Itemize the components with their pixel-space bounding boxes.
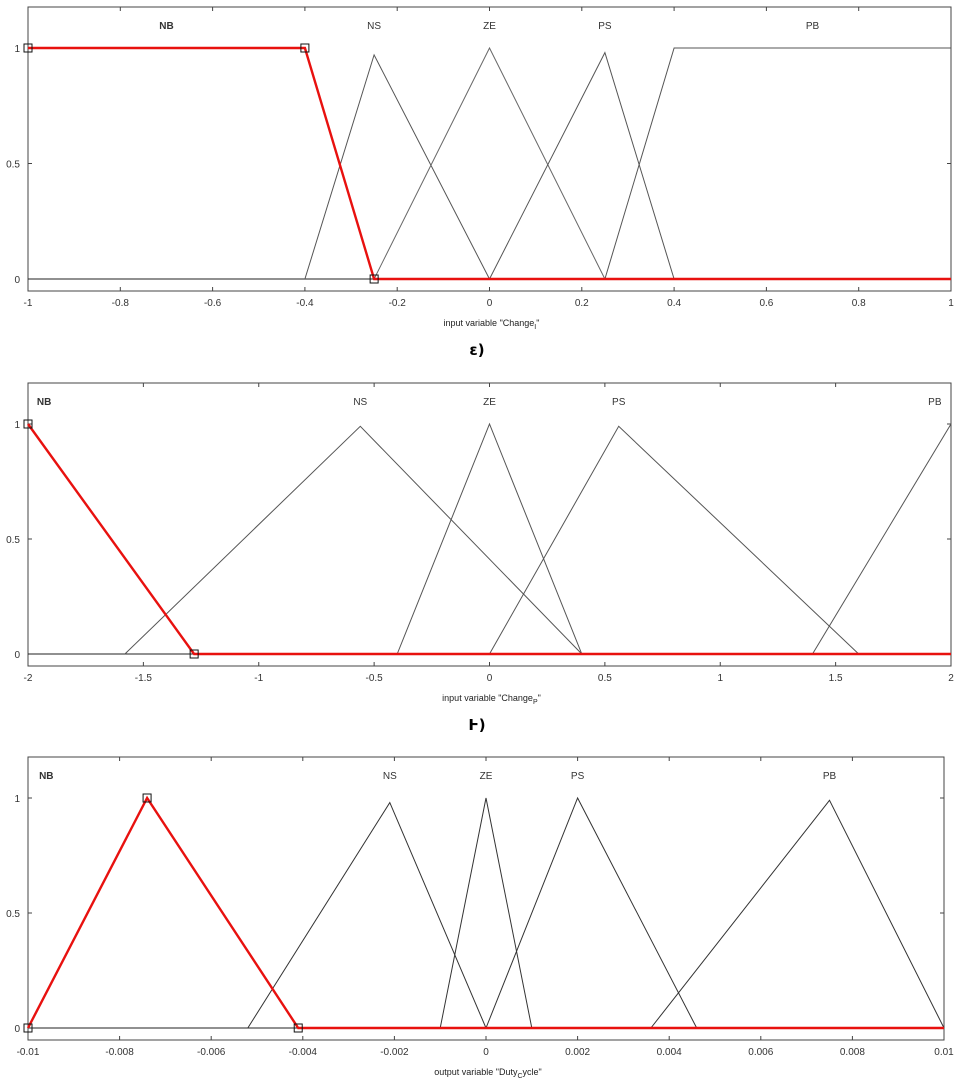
x-tick-label: -0.002 [380,1047,409,1058]
chart-panel-3 [6,757,954,1080]
mf-label-ps: PS [612,397,626,408]
mf-line-ns [305,55,490,279]
mf-line-nb [28,48,951,279]
mf-line-ns [248,803,486,1028]
x-tick-label: -0.8 [111,298,129,309]
x-tick-label: 0.002 [565,1047,591,1058]
x-tick-label: -0.01 [16,1047,40,1058]
x-tick-label: -1 [254,673,264,684]
plot-frame [28,383,951,666]
x-tick-label: -0.004 [288,1047,317,1058]
mf-line-pb [651,800,944,1028]
x-tick-label: 1.5 [828,673,843,684]
y-tick-label: 0 [14,1024,20,1035]
mf-line-pb [605,48,951,279]
mf-label-pb: PB [805,20,820,32]
mf-label-pb: PB [928,397,942,408]
x-tick-label: 1 [948,298,954,309]
mf-label-ze: ZE [483,20,496,32]
x-axis-label: input variable "Change$_P$" [442,693,541,706]
mf-line-ns [125,426,582,654]
mf-label-ns: NS [353,397,368,408]
x-tick-label: -0.008 [105,1047,134,1058]
mf-label-ns: NS [382,771,397,782]
mf-line-ze [374,48,605,279]
x-tick-label: -1.5 [134,673,152,684]
mf-label-ze: ZE [483,397,496,408]
mf-line-nb [28,424,951,654]
mf-line-nb [28,798,944,1028]
x-tick-label: 1 [717,673,724,684]
mf-label-pb: PB [822,771,837,782]
x-tick-label: 0 [486,673,493,684]
x-tick-label: 0 [486,298,493,309]
chart-panel-1 [6,7,954,359]
y-tick-label: 0.5 [6,909,20,920]
y-tick-label: 1 [14,794,20,805]
mf-line-ze [440,798,532,1028]
mf-label-ns: NS [367,20,382,32]
mf-line-ze [397,424,582,654]
x-tick-label: 0.4 [667,298,682,309]
plot-frame [28,7,951,291]
y-tick-label: 0.5 [6,535,20,546]
x-tick-label: 0.8 [851,298,866,309]
x-tick-label: -0.006 [197,1047,226,1058]
mf-label-nb: NB [36,397,52,408]
x-axis-label: input variable "Change$_I$" [443,318,540,331]
mf-line-ps [490,426,859,654]
mf-label-nb: NB [159,20,174,32]
x-tick-label: 0.01 [934,1047,954,1058]
y-tick-label: 1 [14,420,20,431]
x-tick-label: -2 [23,673,33,684]
mf-label-ps: PS [570,771,585,782]
x-tick-label: 0.2 [574,298,589,309]
y-tick-label: 0.5 [6,159,20,171]
x-tick-label: -0.4 [296,298,314,309]
mf-label-ps: PS [598,20,612,32]
x-tick-label: 2 [948,673,954,684]
y-tick-label: 1 [14,44,20,55]
y-tick-label: 0 [14,275,20,286]
x-tick-label: 0.5 [597,673,612,684]
mf-label-ze: ZE [479,771,493,782]
mf-line-ps [490,53,675,279]
panel-caption: Ͱ) [468,716,486,734]
x-axis-label: output variable "Duty$_C$ycle" [434,1067,542,1080]
x-tick-label: -0.2 [388,298,406,309]
x-tick-label: 0.6 [759,298,774,309]
x-tick-label: -0.5 [365,673,383,684]
y-tick-label: 0 [14,650,20,661]
mf-line-ps [486,798,697,1028]
mf-line-pb [813,424,952,654]
x-tick-label: 0 [483,1047,489,1058]
x-tick-label: 0.006 [748,1047,774,1058]
x-tick-label: 0.004 [656,1047,682,1058]
chart-panel-2 [6,383,954,734]
x-tick-label: -1 [23,298,33,309]
x-tick-label: -0.6 [203,298,222,309]
panel-caption: ε) [469,341,485,359]
mf-label-nb: NB [39,771,54,782]
x-tick-label: 0.008 [839,1047,865,1058]
